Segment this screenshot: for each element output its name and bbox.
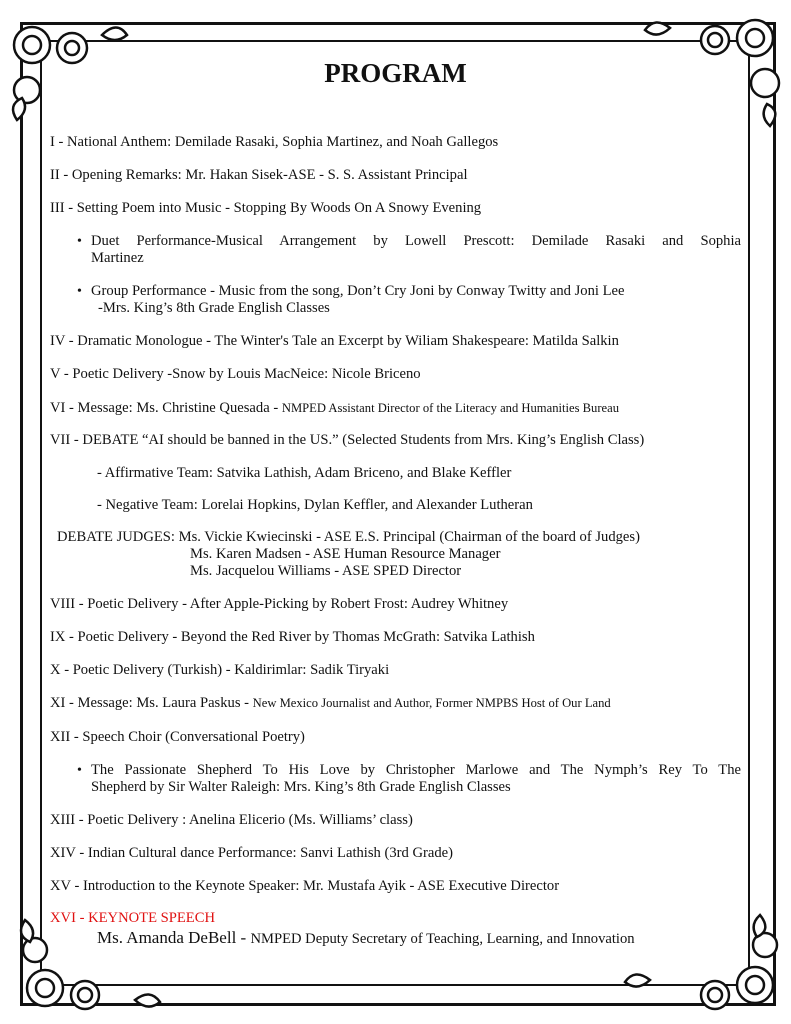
program-item-xii: XII - Speech Choir (Conversational Poetry) — [50, 729, 305, 745]
sub-item-group-cont: -Mrs. King’s 8th Grade English Classes — [98, 300, 330, 316]
sub-item-shepherd-cont: Shepherd by Sir Walter Raleigh: Mrs. King’s 8th Grade English Classes — [91, 779, 511, 795]
keynote-speaker — [97, 929, 635, 948]
page-title: PROGRAM — [324, 58, 467, 88]
program-item-ix: IX - Poetic Delivery - Beyond the Red River by Thomas McGrath: Satvika Lathish — [50, 629, 535, 645]
program-item-xvi: XVI - KEYNOTE SPEECH — [50, 910, 215, 926]
program-item-iv: IV - Dramatic Monologue - The Winter's Tale an Excerpt by Wiliam Shakespeare: Matilda Salkin — [50, 333, 619, 349]
debate-judges-2: Ms. Karen Madsen - ASE Human Resource Manager — [190, 546, 501, 562]
program-item-x: X - Poetic Delivery (Turkish) - Kaldirimlar: Sadik Tiryaki — [50, 662, 390, 678]
xi-main: XI - Message: Ms. Laura Paskus - — [50, 695, 253, 711]
program-item-ii: II - Opening Remarks: Mr. Hakan Sisek-ASE - S. S. Assistant Principal — [50, 167, 468, 183]
program-item-vi — [50, 400, 619, 417]
program-item-i: I - National Anthem: Demilade Rasaki, Sophia Martinez, and Noah Gallegos — [50, 134, 499, 150]
bullet-icon: • — [77, 284, 82, 299]
program-item-v: V - Poetic Delivery -Snow by Louis MacNeice: Nicole Briceno — [50, 366, 421, 382]
bullet-icon: • — [77, 763, 82, 778]
program-item-iii: III - Setting Poem into Music - Stopping By Woods On A Snowy Evening — [50, 200, 482, 216]
keynote-speaker-role: NMPED Deputy Secretary of Teaching, Learning, and Innovation — [250, 931, 635, 947]
xi-sub: New Mexico Journalist and Author, Former NMPBS Host of Our Land — [252, 696, 611, 710]
program-item-xv: XV - Introduction to the Keynote Speaker: Mr. Mustafa Ayik - ASE Executive Director — [50, 878, 560, 894]
negative-team: - Negative Team: Lorelai Hopkins, Dylan Keffler, and Alexander Lutheran — [97, 497, 533, 513]
vi-sub: NMPED Assistant Director of the Literacy and Humanities Bureau — [281, 401, 619, 415]
affirmative-team: - Affirmative Team: Satvika Lathish, Adam Briceno, and Blake Keffler — [97, 465, 512, 481]
program-item-vii: VII - DEBATE “AI should be banned in the US.” (Selected Students from Mrs. King’s English Class) — [50, 432, 645, 448]
rose-corner-bottom-right-icon — [620, 900, 790, 1020]
program-item-xi — [50, 695, 611, 712]
sub-item-group: Group Performance - Music from the song, Don’t Cry Joni by Conway Twitty and Joni Lee — [91, 283, 625, 299]
debate-judges-3: Ms. Jacquelou Williams - ASE SPED Director — [190, 563, 462, 579]
program-item-xiv: XIV - Indian Cultural dance Performance: Sanvi Lathish (3rd Grade) — [50, 845, 453, 861]
program-item-viii: VIII - Poetic Delivery - After Apple-Picking by Robert Frost: Audrey Whitney — [50, 596, 509, 612]
vi-main: VI - Message: Ms. Christine Quesada - — [50, 400, 282, 416]
debate-judges-1: DEBATE JUDGES: Ms. Vickie Kwiecinski - ASE E.S. Principal (Chairman of the board of Judges) — [57, 529, 640, 545]
bullet-icon: • — [77, 234, 82, 249]
sub-item-duet-cont: Martinez — [91, 250, 144, 266]
keynote-speaker-name: Ms. Amanda DeBell - — [97, 928, 251, 947]
sub-item-duet: Duet Performance-Musical Arrangement by Lowell Prescott: Demilade Rasaki and Sophia — [91, 233, 741, 249]
sub-item-shepherd: The Passionate Shepherd To His Love by Christopher Marlowe and The Nymph’s Rey To The — [91, 762, 741, 778]
program-item-xiii: XIII - Poetic Delivery : Anelina Elicerio (Ms. Williams’ class) — [50, 812, 413, 828]
